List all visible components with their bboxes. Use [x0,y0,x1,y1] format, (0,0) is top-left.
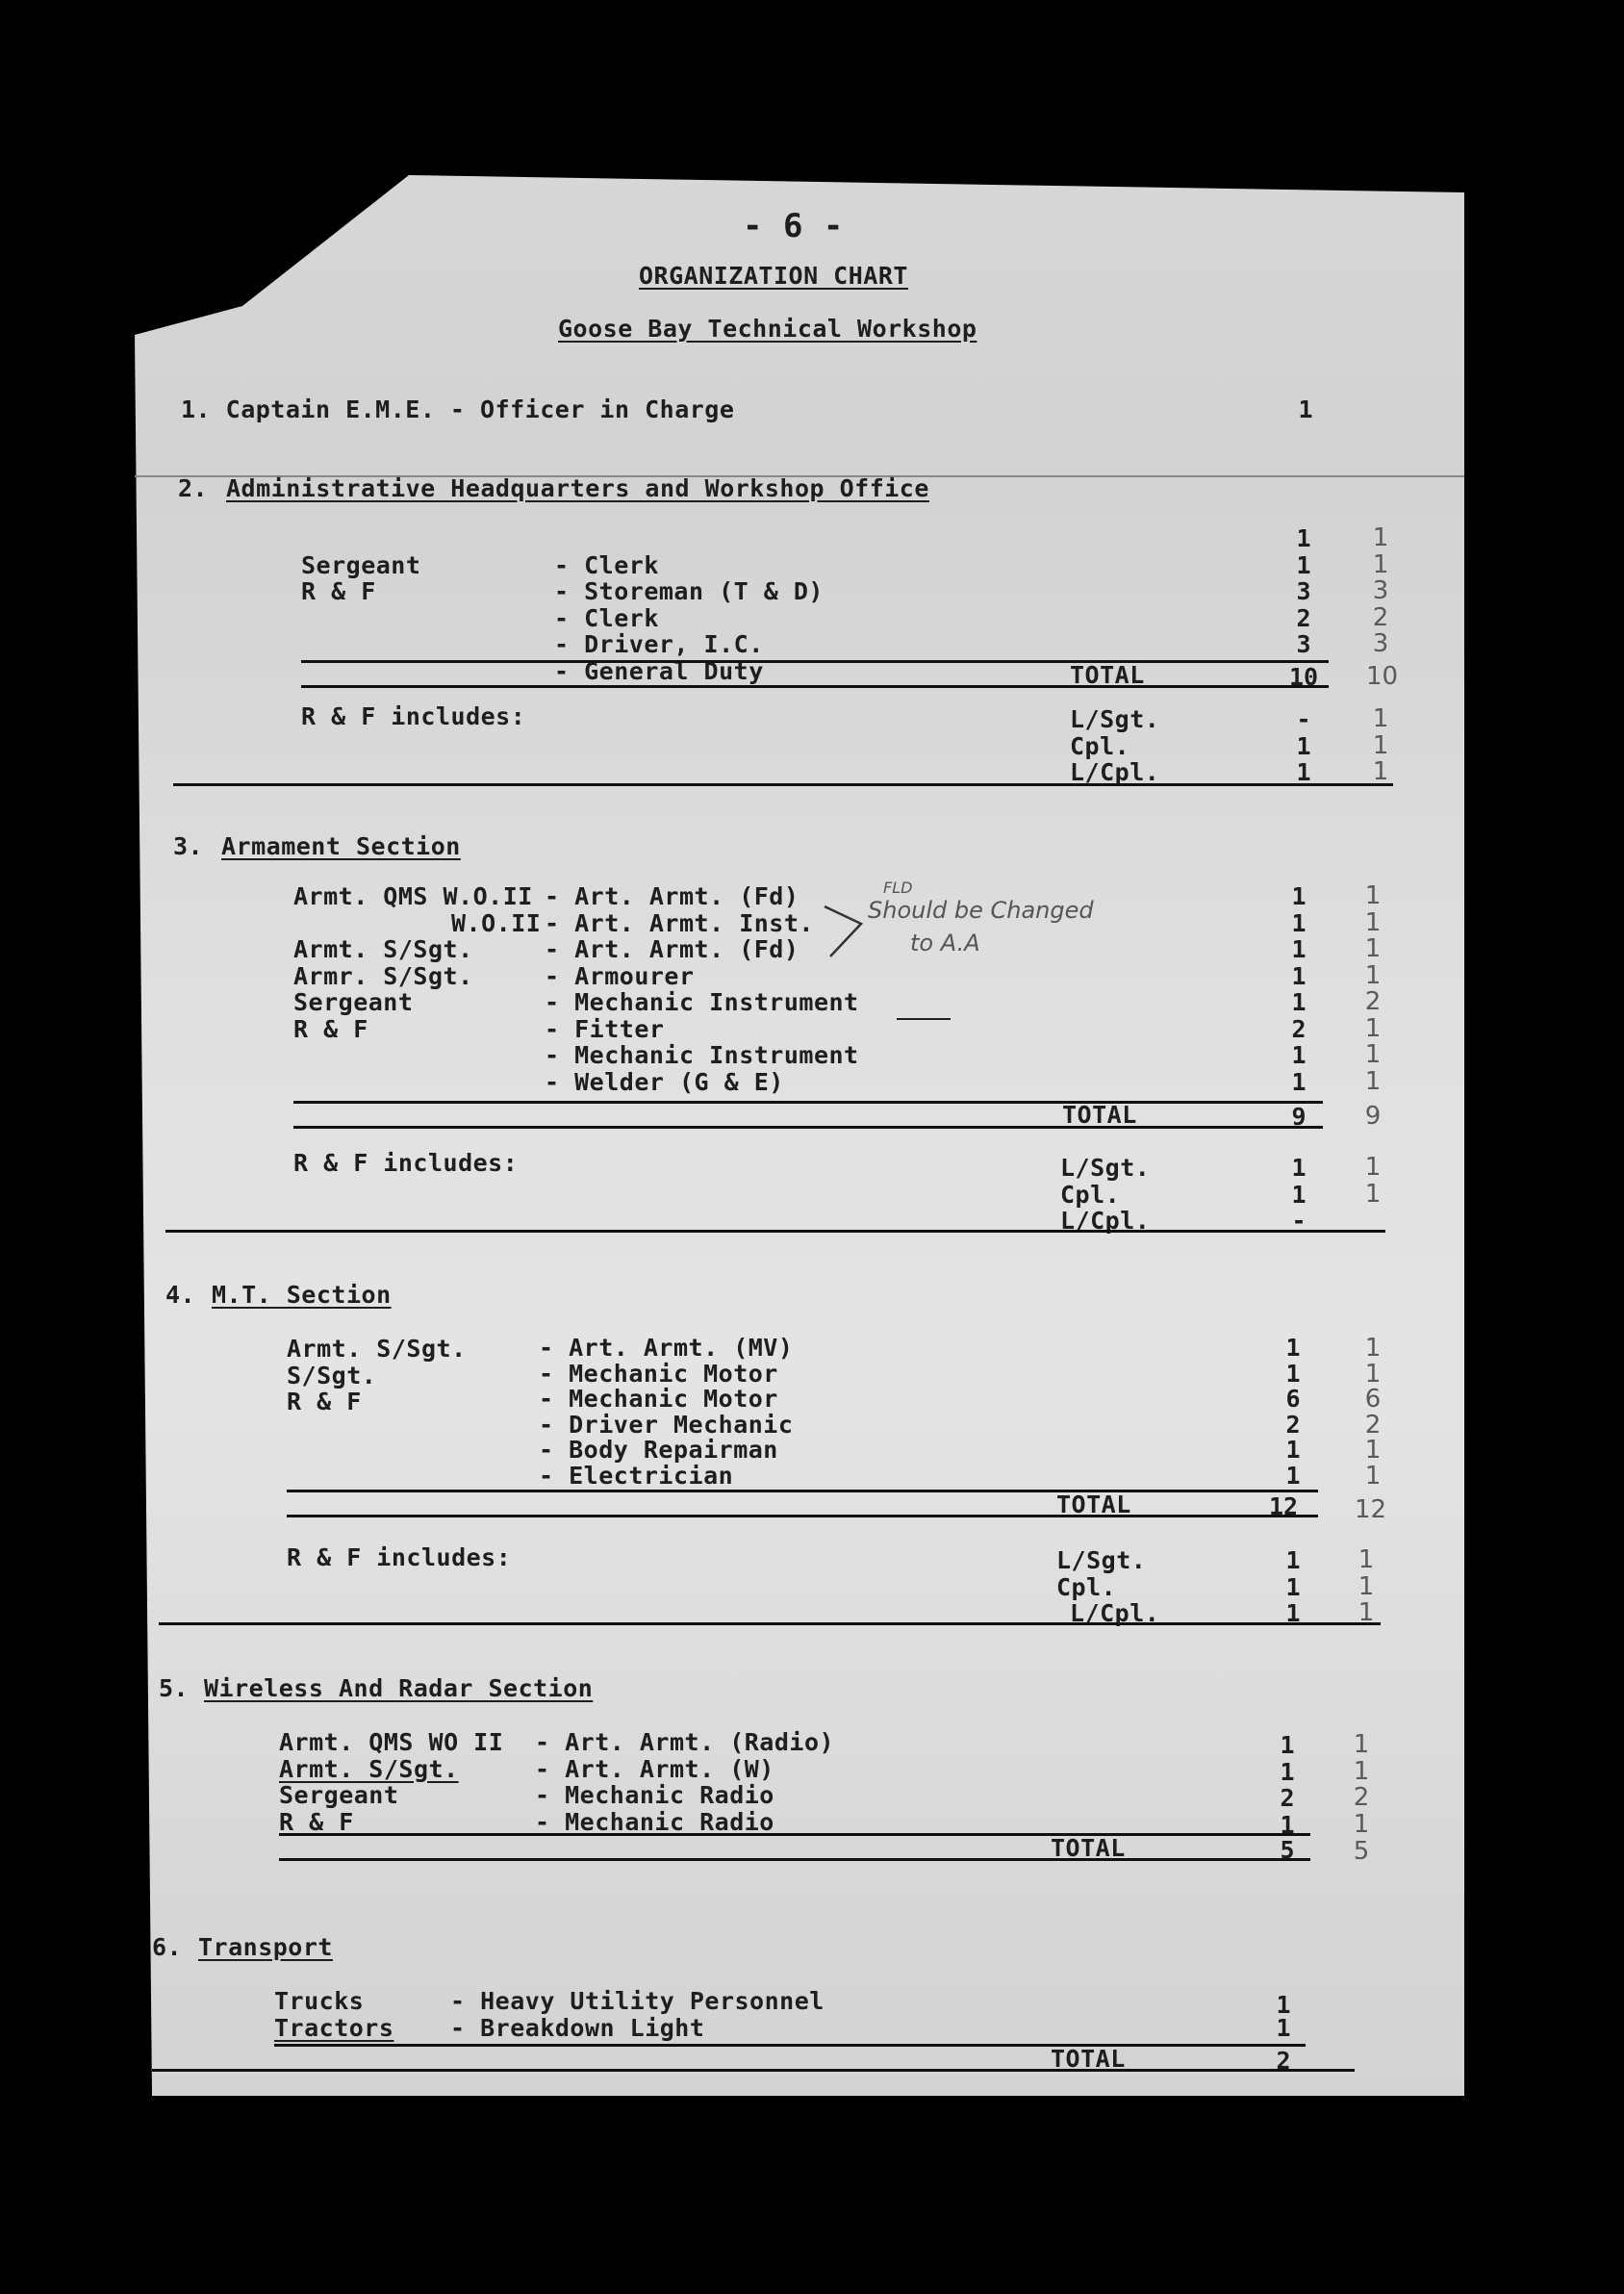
section-5-number: 5. [159,1674,190,1702]
rank: Tractors [274,2013,394,2042]
rank: Sergeant [279,1781,399,1809]
role-row [535,1756,834,1783]
count: 1 [1276,2014,1291,2042]
include-label: Cpl. [1070,731,1130,760]
role: Art. Armt. (MV) [569,1334,794,1362]
handwritten-mark: 1 [1372,730,1389,760]
section-2-marks [1366,525,1395,658]
role-row [545,910,859,937]
count: 1 [1291,988,1307,1016]
dash: - [554,550,570,579]
underline-mark [897,1018,951,1020]
handwritten-mark: 1 [1358,1545,1375,1574]
document-subtitle: Goose Bay Technical Workshop [558,315,977,343]
dash: - [554,656,570,685]
rank: W.O.II [451,908,542,937]
count: 1 [1291,1067,1307,1096]
include-label: L/Sgt. [1056,1546,1147,1574]
role-row [545,936,859,963]
role-row [450,2015,825,2042]
count: 1 [1291,1154,1307,1182]
handwritten-mark: 1 [1364,960,1382,990]
section-6-roles [450,1988,825,2041]
rank: Trucks [274,1987,365,2015]
role: Heavy Utility Personnel [480,1987,825,2015]
handwritten-note-3: to A.A [910,930,980,956]
role-row [539,1387,793,1413]
handwritten-mark: 1 [1364,1013,1382,1043]
count: 1 [1291,1180,1307,1209]
handwritten-mark: 1 [1364,1153,1382,1182]
role: Driver, I.C. [584,630,764,658]
handwritten-mark: 2 [1364,987,1382,1016]
handwritten-mark: 1 [1364,881,1382,910]
count: 1 [1280,1757,1295,1786]
role-row [539,1438,793,1464]
section-5-counts [1268,1732,1307,1838]
handwritten-mark: 1 [1353,1809,1370,1839]
total-label: TOTAL [1056,1491,1131,1518]
role-row [535,1809,834,1836]
section-2-heading: Administrative Headquarters and Workshop Office [226,474,929,502]
section-1-heading: 1. Captain E.M.E. - Officer in Charge [181,395,735,423]
dash: - [545,988,560,1016]
count: 1 [1296,758,1311,786]
count: 1 [1291,882,1307,910]
rank: Armr. S/Sgt. [293,961,473,990]
includes-label: R & F includes: [301,702,526,730]
handwritten-note-2: Should be Changed [868,897,1094,924]
dash: - [545,961,560,990]
role: Art. Armt. Inst. [574,908,814,937]
count: 1 [1285,1334,1301,1362]
role: Breakdown Light [480,2013,705,2042]
handwritten-total: 5 [1353,1837,1370,1866]
rule [279,1833,1310,1836]
section-6-heading: Transport [198,1933,333,1961]
count: 2 [1296,603,1311,632]
role-row [539,1410,794,1439]
section-2-include-marks [1366,706,1395,786]
handwritten-mark: 1 [1364,1334,1382,1363]
role-row [450,1988,825,2015]
handwritten-mark: 2 [1353,1783,1370,1812]
handwritten-note-1: FLD [883,879,913,897]
count: 1 [1285,1546,1301,1574]
dash: - [545,1067,560,1096]
section-4-counts [1274,1336,1312,1489]
include-label: L/Cpl. [1060,1207,1151,1235]
count: 3 [1296,577,1311,605]
rank: Sergeant [293,988,414,1016]
role-row [535,1729,834,1756]
total-count: 5 [1280,1836,1295,1864]
count: 1 [1285,1599,1301,1627]
role: Mechanic Motor [569,1359,778,1388]
section-6-counts [1264,1991,1303,2042]
total-label: TOTAL [1051,1834,1126,1862]
count: 2 [1291,1014,1307,1043]
dash: - [545,935,560,963]
section-4-ranks [287,1336,467,1415]
handwritten-mark: 1 [1358,1571,1375,1601]
role-row [554,552,824,579]
section-4-number: 4. [165,1281,196,1309]
role-row [545,1016,859,1043]
total-count: 9 [1291,1103,1307,1131]
dash: - [545,1014,560,1043]
role: Mechanic Radio [565,1781,774,1809]
count: 6 [1285,1385,1301,1413]
role: Driver Mechanic [569,1410,794,1439]
rule [293,1101,1323,1104]
handwritten-mark: 1 [1364,907,1382,937]
section-5-heading: Wireless And Radar Section [204,1674,594,1702]
handwritten-total: 10 [1366,662,1399,691]
count: 1 [1296,731,1311,760]
section-5-ranks [279,1729,503,1835]
include-label: L/Sgt. [1070,705,1160,733]
handwritten-mark: 1 [1364,1436,1382,1465]
role: General Duty [584,656,764,685]
role: Armourer [574,961,695,990]
role-row [539,1336,793,1362]
section-end-rule [173,783,1393,786]
rank: Armt. S/Sgt. [287,1335,467,1363]
role-row [535,1782,834,1809]
dash: - [539,1385,554,1413]
page-number: - 6 - [743,207,844,245]
total-label: TOTAL [1070,661,1145,689]
role: Fitter [574,1014,665,1043]
handwritten-mark: 1 [1372,523,1389,552]
section-4-includes [1056,1547,1159,1627]
section-2-includes [1070,706,1159,786]
role-row [545,883,859,910]
count: 1 [1296,550,1311,579]
section-6-number: 6. [152,1933,183,1961]
role-row [545,1069,859,1096]
handwritten-mark: 6 [1364,1385,1382,1414]
role-row [539,1461,793,1490]
count: 1 [1285,1359,1301,1388]
bracket-mark [823,903,871,960]
section-1-count: 1 [1298,395,1313,423]
include-label: L/Sgt. [1060,1154,1151,1182]
rank: Armt. S/Sgt. [279,1754,459,1783]
dash: - [535,1728,550,1756]
section-3-include-marks [1358,1155,1387,1208]
total-label: TOTAL [1051,2045,1126,2073]
count: 1 [1291,1041,1307,1069]
section-3-ranks [293,883,541,1042]
role: Clerk [584,603,659,632]
handwritten-mark: 1 [1372,757,1389,786]
role: Mechanic Motor [569,1385,778,1413]
role-row [545,1042,859,1069]
role: Welder (G & E) [574,1067,784,1096]
role: Body Repairman [569,1436,778,1464]
handwritten-mark: 2 [1372,602,1389,632]
section-2-number: 2. [178,474,209,502]
count: 3 [1296,630,1311,658]
count: - [1296,705,1311,733]
section-3-counts [1280,883,1318,1095]
section-3-includes [1060,1155,1150,1235]
count: 1 [1296,524,1311,552]
role: Storeman (T & D) [584,577,824,605]
handwritten-mark: 2 [1364,1410,1382,1440]
rule [152,2069,1355,2072]
section-5-roles [535,1729,834,1835]
includes-label: R & F includes: [287,1543,512,1571]
dash: - [535,1807,550,1836]
handwritten-total: 9 [1364,1102,1382,1131]
count: 1 [1285,1436,1301,1464]
handwritten-mark: 1 [1372,549,1389,579]
rule [274,2044,1306,2047]
rank: R & F [279,1807,354,1836]
document-title: ORGANIZATION CHART [639,262,908,290]
count: 1 [1291,908,1307,937]
total-count: 10 [1288,663,1319,691]
role-row [554,578,824,605]
role: Mechanic Radio [565,1807,774,1836]
role: Electrician [569,1461,734,1490]
count: 2 [1285,1410,1301,1439]
dash: - [554,603,570,632]
role: Art. Armt. (Fd) [574,882,799,910]
total-count: 12 [1268,1492,1299,1520]
count: 2 [1280,1784,1295,1812]
rule [301,685,1329,688]
section-end-rule [159,1622,1381,1625]
include-label: L/Cpl. [1070,758,1160,786]
dash: - [539,1334,554,1362]
rank: Armt. S/Sgt. [293,935,473,963]
dash: - [535,1781,550,1809]
dash: - [545,1041,560,1069]
section-2-include-counts [1284,706,1323,786]
dash: - [535,1754,550,1783]
dash: - [545,882,560,910]
handwritten-mark: 1 [1364,1179,1382,1209]
role-row [554,631,824,658]
dash: - [554,577,570,605]
rank: R & F [287,1388,362,1415]
count: 1 [1285,1461,1301,1490]
include-label: Cpl. [1056,1572,1117,1601]
section-3-marks [1358,883,1387,1095]
rule [279,1858,1310,1861]
dash: - [539,1436,554,1464]
role: Mechanic Instrument [574,988,859,1016]
total-count: 2 [1276,2047,1291,2075]
rank: Armt. QMS WO II [279,1728,504,1756]
count: 1 [1280,1810,1295,1839]
section-4-heading: M.T. Section [212,1281,392,1309]
section-end-rule [165,1230,1385,1233]
handwritten-mark: 1 [1364,934,1382,963]
count: 1 [1280,1731,1295,1759]
count: - [1291,1207,1307,1235]
section-3-number: 3. [173,832,204,860]
role: Art. Armt. (Fd) [574,935,799,963]
include-label: Cpl. [1060,1180,1121,1209]
section-2-ranks [301,525,420,605]
handwritten-mark: 1 [1372,704,1389,733]
rank: Sergeant [301,550,421,579]
include-label: L/Cpl. [1070,1599,1160,1627]
count: 1 [1285,1572,1301,1601]
section-3-include-counts [1280,1155,1318,1235]
rank: S/Sgt. [287,1361,377,1389]
dash: - [545,908,560,937]
rule [287,1490,1318,1492]
section-4-include-counts [1274,1547,1312,1627]
role-row [545,963,859,990]
role: Art. Armt. (W) [565,1754,774,1783]
total-label: TOTAL [1062,1101,1137,1129]
section-4-marks [1358,1336,1387,1489]
handwritten-mark: 3 [1372,629,1389,658]
dash: - [539,1359,554,1388]
rule [293,1126,1323,1129]
rule [301,660,1329,663]
role-row [539,1359,793,1388]
rank: R & F [293,1014,368,1043]
dash: - [450,2013,466,2042]
section-5-marks [1347,1732,1376,1838]
section-4-roles [539,1336,793,1489]
section-2-counts [1284,525,1323,658]
rank: Armt. QMS W.O.II [293,882,533,910]
count: 1 [1291,935,1307,963]
handwritten-mark: 1 [1353,1730,1370,1759]
dash: - [539,1461,554,1490]
section-3-heading: Armament Section [221,832,461,860]
role: Mechanic Instrument [574,1041,859,1069]
role: Art. Armt. (Radio) [565,1728,835,1756]
section-4-include-marks [1352,1547,1381,1627]
dash: - [554,630,570,658]
handwritten-mark: 1 [1364,1359,1382,1389]
handwritten-total: 12 [1355,1495,1387,1524]
handwritten-mark: 1 [1364,1066,1382,1096]
includes-label: R & F includes: [293,1149,519,1177]
handwritten-mark: 1 [1358,1598,1375,1627]
dash: - [450,1987,466,2015]
count: 1 [1276,1991,1291,2019]
handwritten-mark: 1 [1364,1040,1382,1069]
handwritten-mark: 1 [1353,1756,1370,1786]
section-6-ranks [274,1988,393,2041]
role-row [554,605,824,632]
handwritten-mark: 1 [1364,1461,1382,1491]
role: Clerk [584,550,659,579]
rule [287,1515,1318,1517]
rank: R & F [301,577,376,605]
dash: - [539,1410,554,1439]
section-3-roles [545,883,859,1095]
handwritten-mark: 3 [1372,576,1389,605]
count: 1 [1291,961,1307,990]
role-row [545,989,859,1016]
